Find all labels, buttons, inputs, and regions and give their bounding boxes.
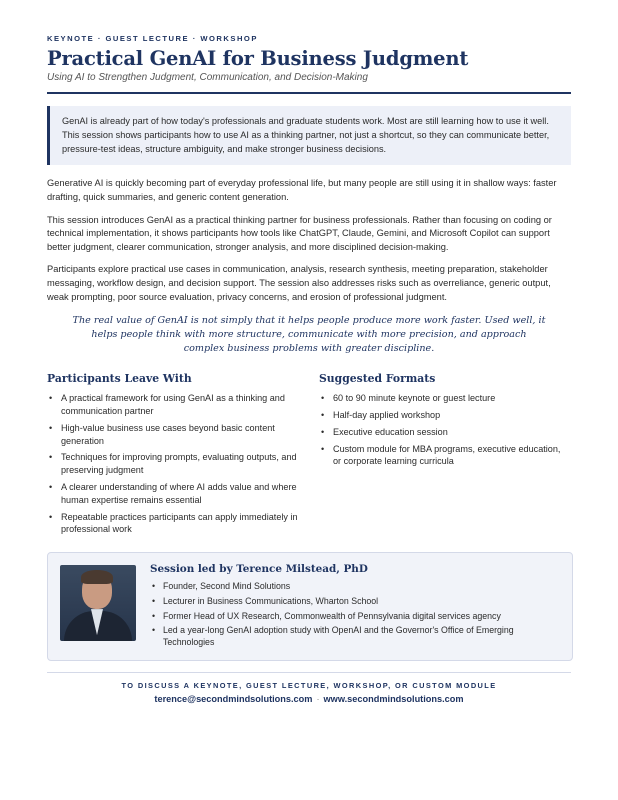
list-item: • Former Head of UX Research, Commonwealth of Pennsylvania digital services agency [150,610,560,622]
list-item: • Repeatable practices participants can apply immediately in professional work [47,511,319,537]
footer [47,681,571,704]
list-item: • 60 to 90 minute keynote or guest lecture [319,392,571,405]
footer-cta: TO DISCUSS A KEYNOTE, GUEST LECTURE, WORKSHOP, OR CUSTOM MODULE [121,681,497,691]
contact-separator: · [316,694,320,705]
outcomes-heading: Participants Leave With [47,372,192,386]
body-paragraph-2: This session introduces GenAI as a practical thinking partner for business professionals. Rather than focusing on coding or technical implementation, it shows participants how tools like ChatGPT, Claude, Gemini, and Microsoft Copilot can support better judgment, clearer communication, stronger analysis, and more disciplined decision-making. [47,214,552,252]
speaker-credentials-list [150,580,560,649]
speaker-heading: Session led by Terence Milstead, PhD [150,563,368,576]
list-item: • Founder, Second Mind Solutions [150,580,560,592]
event-type-kicker: KEYNOTE · GUEST LECTURE · WORKSHOP [47,34,258,43]
list-item: • Techniques for improving prompts, evaluating outputs, and preserving judgment [47,451,319,477]
body-paragraph-3: Participants explore practical use cases in communication, analysis, research synthesis, meeting preparation, stakeholder messaging, workflow design, and decision support. The session also addresses risks such as overreliance, generic output, weak prompting, poor source evaluation, privacy concerns, and erosion of professional judgment. [47,264,551,302]
list-item: • Executive education session [319,426,571,439]
list-item: • Led a year-long GenAI adoption study with OpenAI and the Governor's Office of Emerging Technologies [150,624,560,648]
speaker-photo [60,565,136,641]
formats-heading: Suggested Formats [319,372,436,386]
page-subtitle: Using AI to Strengthen Judgment, Communication, and Decision-Making [47,72,368,83]
list-item: • High-value business use cases beyond basic content generation [47,422,319,448]
pull-quote: The real value of GenAI is not simply that it helps people produce more work faster. Used well, it helps people think with more structure, communicate with more precision, and approach complex business problems with greater discipline. [72,315,546,355]
footer-divider [47,672,571,673]
list-item: • Lecturer in Business Communications, Wharton School [150,595,560,607]
list-item: • A clearer understanding of where AI adds value and where human expertise remains essential [47,481,319,507]
footer-contact [47,694,571,704]
title-divider [47,92,571,94]
website-link[interactable]: www.secondmindsolutions.com [323,694,464,705]
formats-list [319,392,571,468]
two-column-section [47,372,571,540]
page-title: Practical GenAI for Business Judgment [47,47,469,70]
formats-column [319,372,571,540]
intro-callout: GenAI is already part of how today's professionals and graduate students work. Most are still learning how to use it well. This session shows participants how to use AI as a thinking partner, not just a shortcut, so they can communicate better, pressure-test ideas, structure ambiguity, and make stronger business decisions. [47,106,571,165]
speaker-details [150,563,560,651]
body-paragraph-1: Generative AI is quickly becoming part of everyday professional life, but many people are still using it in shallow ways: faster drafting, quick summaries, and generic content generation. [47,178,557,202]
outcomes-list [47,392,319,536]
speaker-card [47,552,573,661]
list-item: • Custom module for MBA programs, executive education, or corporate learning curricula [319,443,571,469]
list-item: • A practical framework for using GenAI as a thinking and communication partner [47,392,319,418]
outcomes-column [47,372,319,540]
email-link[interactable]: terence@secondmindsolutions.com [154,694,313,705]
list-item: • Half-day applied workshop [319,409,571,422]
